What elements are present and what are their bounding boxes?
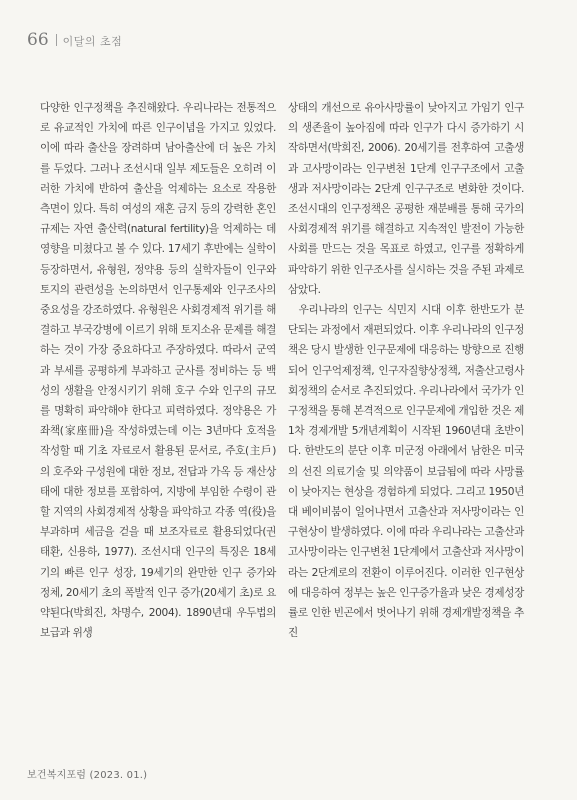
- right-column: [288, 98, 524, 643]
- page-number: 66: [27, 30, 49, 50]
- body-paragraph: 상태의 개선으로 유아사망률이 낮아지고 가임기 인구의 생존율이 높아짐에 따라 인구가 다시 증가하기 시작하면서(박희진, 2006). 20세기를 전후하여 고출생과 고사망이라는 인구변천 1단계 인구구조에서 고출생과 저사망이라는 2단계 인구구조로 변화한 것이다. 조선시대의 인구정책은 공평한 재분배를 통해 국가의 사회경제적 위기를 해결하고 지속적인 발전이 가능한 사회를 만드는 것을 목표로 하였고, 인구를 정확하게 파악하기 위한 인구조사를 실시하는 것을 주된 과제로 삼았다.: [288, 102, 524, 296]
- body-paragraph: 다양한 인구정책을 추진해왔다. 우리나라는 전통적으로 유교적인 가치에 따른 인구이념을 가지고 있었다. 이에 따라 출산을 장려하며 남아출산에 더 높은 가치를 두었다. 그러나 조선시대 일부 제도들은 오히려 이러한 가치에 반하여 출산을 억제하는 요소로 작용한 측면이 있다. 특히 여성의 재혼 금지 등의 강력한 혼인 규제는 자연 출산력(natural fertility)을 억제하는 데 영향을 미쳤다고 볼 수 있다. 17세기 후반에는 실학이 등장하면서, 유형원, 정약용 등의 실학자들이 인구와 토지의 관련성을 논의하면서 인구통제와 인구조사의 중요성을 강조하였다. 유형원은 사회경제적 위기를 해결하고 부국강병에 이르기 위해 토지소유 문제를 해결하는 것이 가장 중요하다고 주장하였다. 따라서 군역과 부세를 공평하게 부과하고 군사를 정비하는 등 백성의 생활을 안정시키기 위해 호구 수와 인구의 규모를 명확히 파악해야 한다고 피력하였다. 정약용은 가좌책(家座冊)을 작성하였는데 이는 3년마다 호적을 작성할 때 기초 자료로서 활용된 문서로, 주호(主戶)의 호주와 구성원에 대한 정보, 전답과 가옥 등 재산상태에 대한 정보를 포함하여, 지방에 부임한 수령이 관할 지역의 사회경제적 상황을 파악하고 각종 역(役)을 부과하며 세금을 걷을 때 보조자료로 활용되었다(권태환, 신용하, 1977). 조선시대 인구의 특징은 18세기의 빠른 인구 성장, 19세기의 완만한 인구 증가와 정체, 20세기 초의 폭발적 인구 증가(20세기 초)로 요약된다(박희진, 차명수, 2004). 1890년대 우두법의 보급과 위생: [40, 102, 276, 640]
- page-footer: 보건복지포럼 (2023. 01.): [27, 770, 148, 781]
- page-header: [27, 30, 122, 50]
- body-paragraph: 우리나라의 인구는 식민지 시대 이후 한반도가 분단되는 과정에서 재편되었다. 이후 우리나라의 인구정책은 당시 발생한 인구문제에 대응하는 방향으로 진행되어 인구억제정책, 인구자질향상정책, 저출산고령사회정책의 순서로 추진되었다. 우리나라에서 국가가 인구정책을 통해 본격적으로 인구문제에 개입한 것은 제1차 경제개발 5개년계획이 시작된 1960년대 초반이다. 한반도의 분단 이후 미군정 아래에서 남한은 미국의 선진 의료기술 및 의약품이 보급됨에 따라 사망률이 낮아지는 현상을 경험하게 되었다. 그리고 1950년대 베이비붐이 일어나면서 고출산과 저사망이라는 인구현상이 발생하였다. 이에 따라 우리나라는 고출산과 고사망이라는 인구변천 1단계에서 고출산과 저사망이라는 2단계로의 전환이 이루어진다. 이러한 인구현상에 대응하여 정부는 높은 인구증가율과 낮은 경제성장률로 인한 빈곤에서 벗어나기 위해 경제개발정책을 추진: [288, 304, 524, 640]
- left-column: [40, 98, 276, 643]
- section-title: 이달의 초점: [62, 35, 123, 48]
- header-divider: [56, 34, 57, 46]
